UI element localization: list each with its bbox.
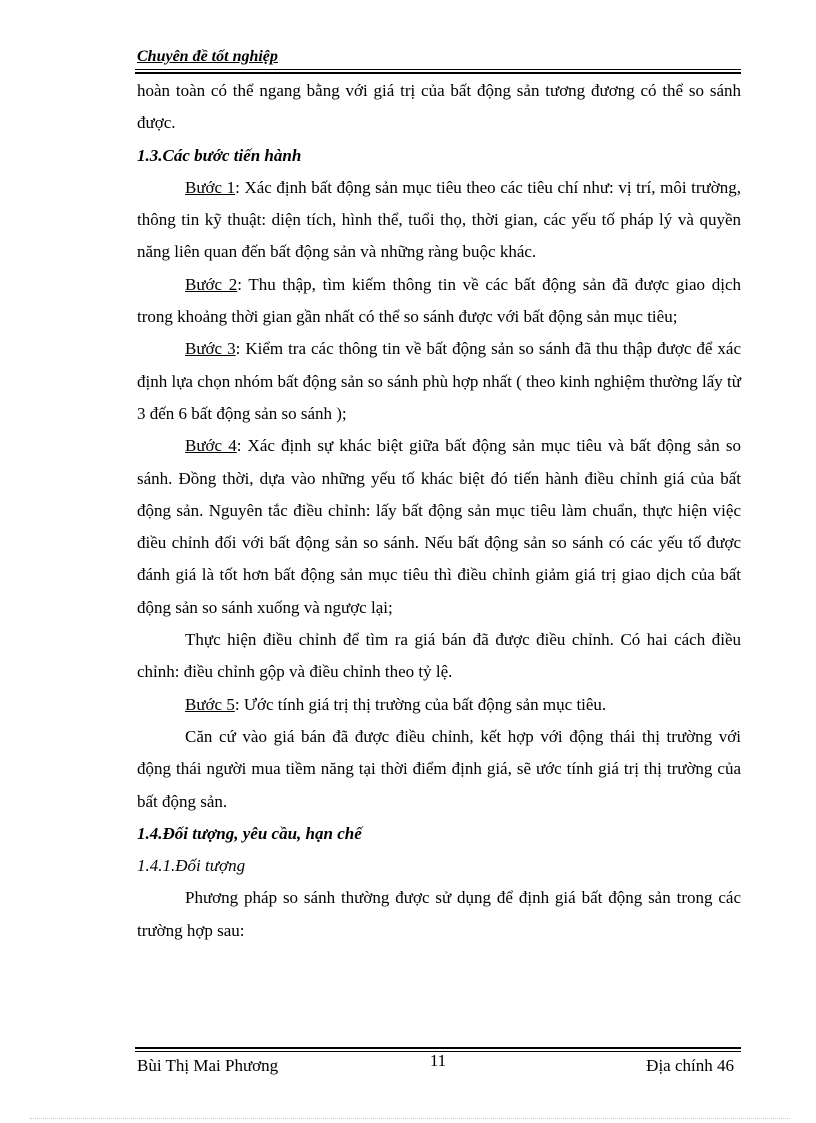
paragraph-basis: Căn cứ vào giá bán đã được điều chỉnh, kết hợp với động thái thị trường với động thái người mua tiềm năng tại thời điểm định giá, sẽ ước tính giá trị thị trường của bất động sản. — [137, 726, 741, 811]
page-edge-divider — [30, 1118, 790, 1119]
step-2-text: : Thu thập, tìm kiếm thông tin về các bất động sản đã được giao dịch trong khoảng thời gian gần nhất có thể so sánh được với bất động sản mục tiêu; — [137, 274, 741, 327]
heading-1-4: 1.4.Đối tượng, yêu cầu, hạn chế — [137, 823, 362, 843]
heading-1-4-1: 1.4.1.Đối tượng — [137, 856, 246, 876]
paragraph-step-3 — [137, 333, 741, 430]
paragraph-adjustment: Thực hiện điều chỉnh để tìm ra giá bán đã được điều chỉnh. Có hai cách điều chỉnh: điều chỉnh gộp và điều chỉnh theo tỷ lệ. — [137, 630, 741, 682]
paragraph-step-2 — [137, 269, 741, 334]
step-4-text: : Xác định sự khác biệt giữa bất động sản mục tiêu và bất động sản so sánh. Đồng thời, dựa vào những yếu tố khác biệt đó tiến hành điều chỉnh giá của bất động sản. Nguyên tắc điều chỉnh: lấy bất động sản mục tiêu làm chuẩn, thực hiện việc điều chỉnh đối với bất động sản so sánh. Nếu bất động sản so sánh có các yếu tố được đánh giá là tốt hơn bất động sản mục tiêu thì điều chỉnh giảm giá trị giao dịch của bất động sản so sánh xuống và ngược lại; — [137, 436, 741, 617]
step-1-text: : Xác định bất động sản mục tiêu theo các tiêu chí như: vị trí, môi trường, thông tin kỹ thuật: diện tích, hình thể, tuổi thọ, thời gian, các yếu tố pháp lý và quyền năng liên quan đến bất động sản và những ràng buộc khác. — [137, 177, 741, 262]
header-rule-thick — [135, 72, 741, 74]
step-2-label: Bước 2 — [185, 274, 238, 294]
step-4-label: Bước 4 — [185, 436, 237, 456]
paragraph-continued: hoàn toàn có thể ngang bằng với giá trị của bất động sản tương đương có thể so sánh được. — [137, 81, 741, 133]
paragraph-step-1 — [137, 172, 741, 269]
paragraph-method: Phương pháp so sánh thường được sử dụng để định giá bất động sản trong các trường hợp sau: — [137, 888, 741, 940]
paragraph-step-5 — [137, 689, 741, 721]
heading-1-3: 1.3.Các bước tiến hành — [137, 145, 302, 165]
step-1-label: Bước 1 — [185, 177, 236, 197]
paragraph-step-4 — [137, 430, 741, 624]
step-5-label: Bước 5 — [185, 694, 235, 714]
step-5-text: : Ước tính giá trị thị trường của bất động sản mục tiêu. — [234, 694, 607, 714]
document-body — [137, 75, 741, 947]
footer-page-number: 11 — [429, 1051, 447, 1070]
footer-author: Bùi Thị Mai Phương — [137, 1056, 279, 1075]
footer-rule-thick — [135, 1047, 741, 1049]
header-rule — [135, 69, 741, 70]
footer-department: Địa chính 46 — [646, 1056, 734, 1075]
header-title: Chuyên đề tốt nghiệp — [137, 48, 278, 65]
step-3-text: : Kiểm tra các thông tin về bất động sản so sánh đã thu thập được để xác định lựa chọn nhóm bất động sản so sánh phù hợp nhất ( theo kinh nghiệm thường lấy từ 3 đến 6 bất động sản so sánh ); — [137, 339, 741, 423]
step-3-label: Bước 3 — [185, 339, 236, 359]
